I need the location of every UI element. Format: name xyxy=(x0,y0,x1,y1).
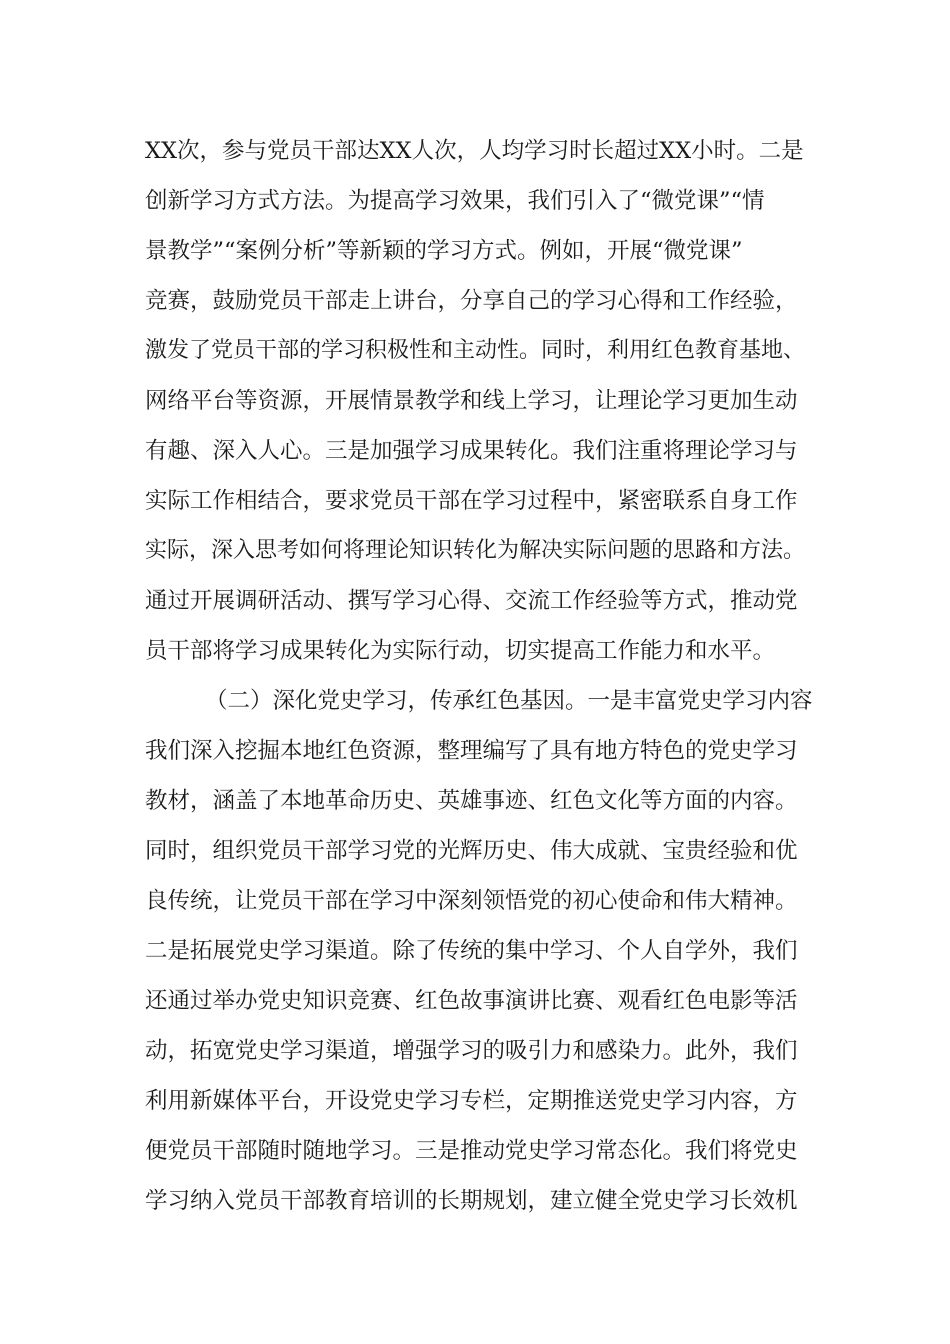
text-line: 利用新媒体平台，开设党史学习专栏，定期推送党史学习内容，方 xyxy=(145,1088,798,1114)
text-line: 还通过举办党史知识竞赛、红色故事演讲比赛、观看红色电影等活 xyxy=(145,988,798,1014)
text-line: 良传统，让党员干部在学习中深刻领悟党的初心使命和伟大精神。 xyxy=(145,888,798,914)
text-line: 动，拓宽党史学习渠道，增强学习的吸引力和感染力。此外，我们 xyxy=(145,1038,798,1064)
text-line: 便党员干部随时随地学习。三是推动党史学习常态化。我们将党史 xyxy=(145,1138,798,1164)
text-line: 实际工作相结合，要求党员干部在学习过程中，紧密联系自身工作 xyxy=(145,488,798,514)
text-line: 学习纳入党员干部教育培训的长期规划，建立健全党史学习长效机 xyxy=(145,1188,798,1214)
text-line: 我们深入挖掘本地红色资源，整理编写了具有地方特色的党史学习 xyxy=(145,738,798,764)
text-line: 网络平台等资源，开展情景教学和线上学习，让理论学习更加生动 xyxy=(145,388,798,414)
text-line: XX次，参与党员干部达XX人次，人均学习时长超过XX小时。二是 xyxy=(145,138,804,164)
section-heading-line: （二）深化党史学习，传承红色基因。一是丰富党史学习内容 xyxy=(205,688,813,714)
text-line: 有趣、深入人心。三是加强学习成果转化。我们注重将理论学习与 xyxy=(145,438,798,464)
text-line: 教材，涵盖了本地革命历史、英雄事迹、红色文化等方面的内容。 xyxy=(145,788,798,814)
text-line: 竞赛，鼓励党员干部走上讲台，分享自己的学习心得和工作经验， xyxy=(145,288,798,314)
text-line: 二是拓展党史学习渠道。除了传统的集中学习、个人自学外，我们 xyxy=(145,938,798,964)
text-line: 实际，深入思考如何将理论知识转化为解决实际问题的思路和方法。 xyxy=(145,538,806,563)
text-line: 创新学习方式方法。为提高学习效果，我们引入了“微党课”“情 xyxy=(145,188,765,214)
text-line: 同时，组织党员干部学习党的光辉历史、伟大成就、宝贵经验和优 xyxy=(145,838,798,864)
text-line: 通过开展调研活动、撰写学习心得、交流工作经验等方式，推动党 xyxy=(145,588,798,614)
text-line: 景教学”“案例分析”等新颖的学习方式。例如，开展“微党课” xyxy=(145,238,743,264)
text-line: 激发了党员干部的学习积极性和主动性。同时，利用红色教育基地、 xyxy=(145,338,806,363)
text-line: 员干部将学习成果转化为实际行动，切实提高工作能力和水平。 xyxy=(145,638,776,664)
